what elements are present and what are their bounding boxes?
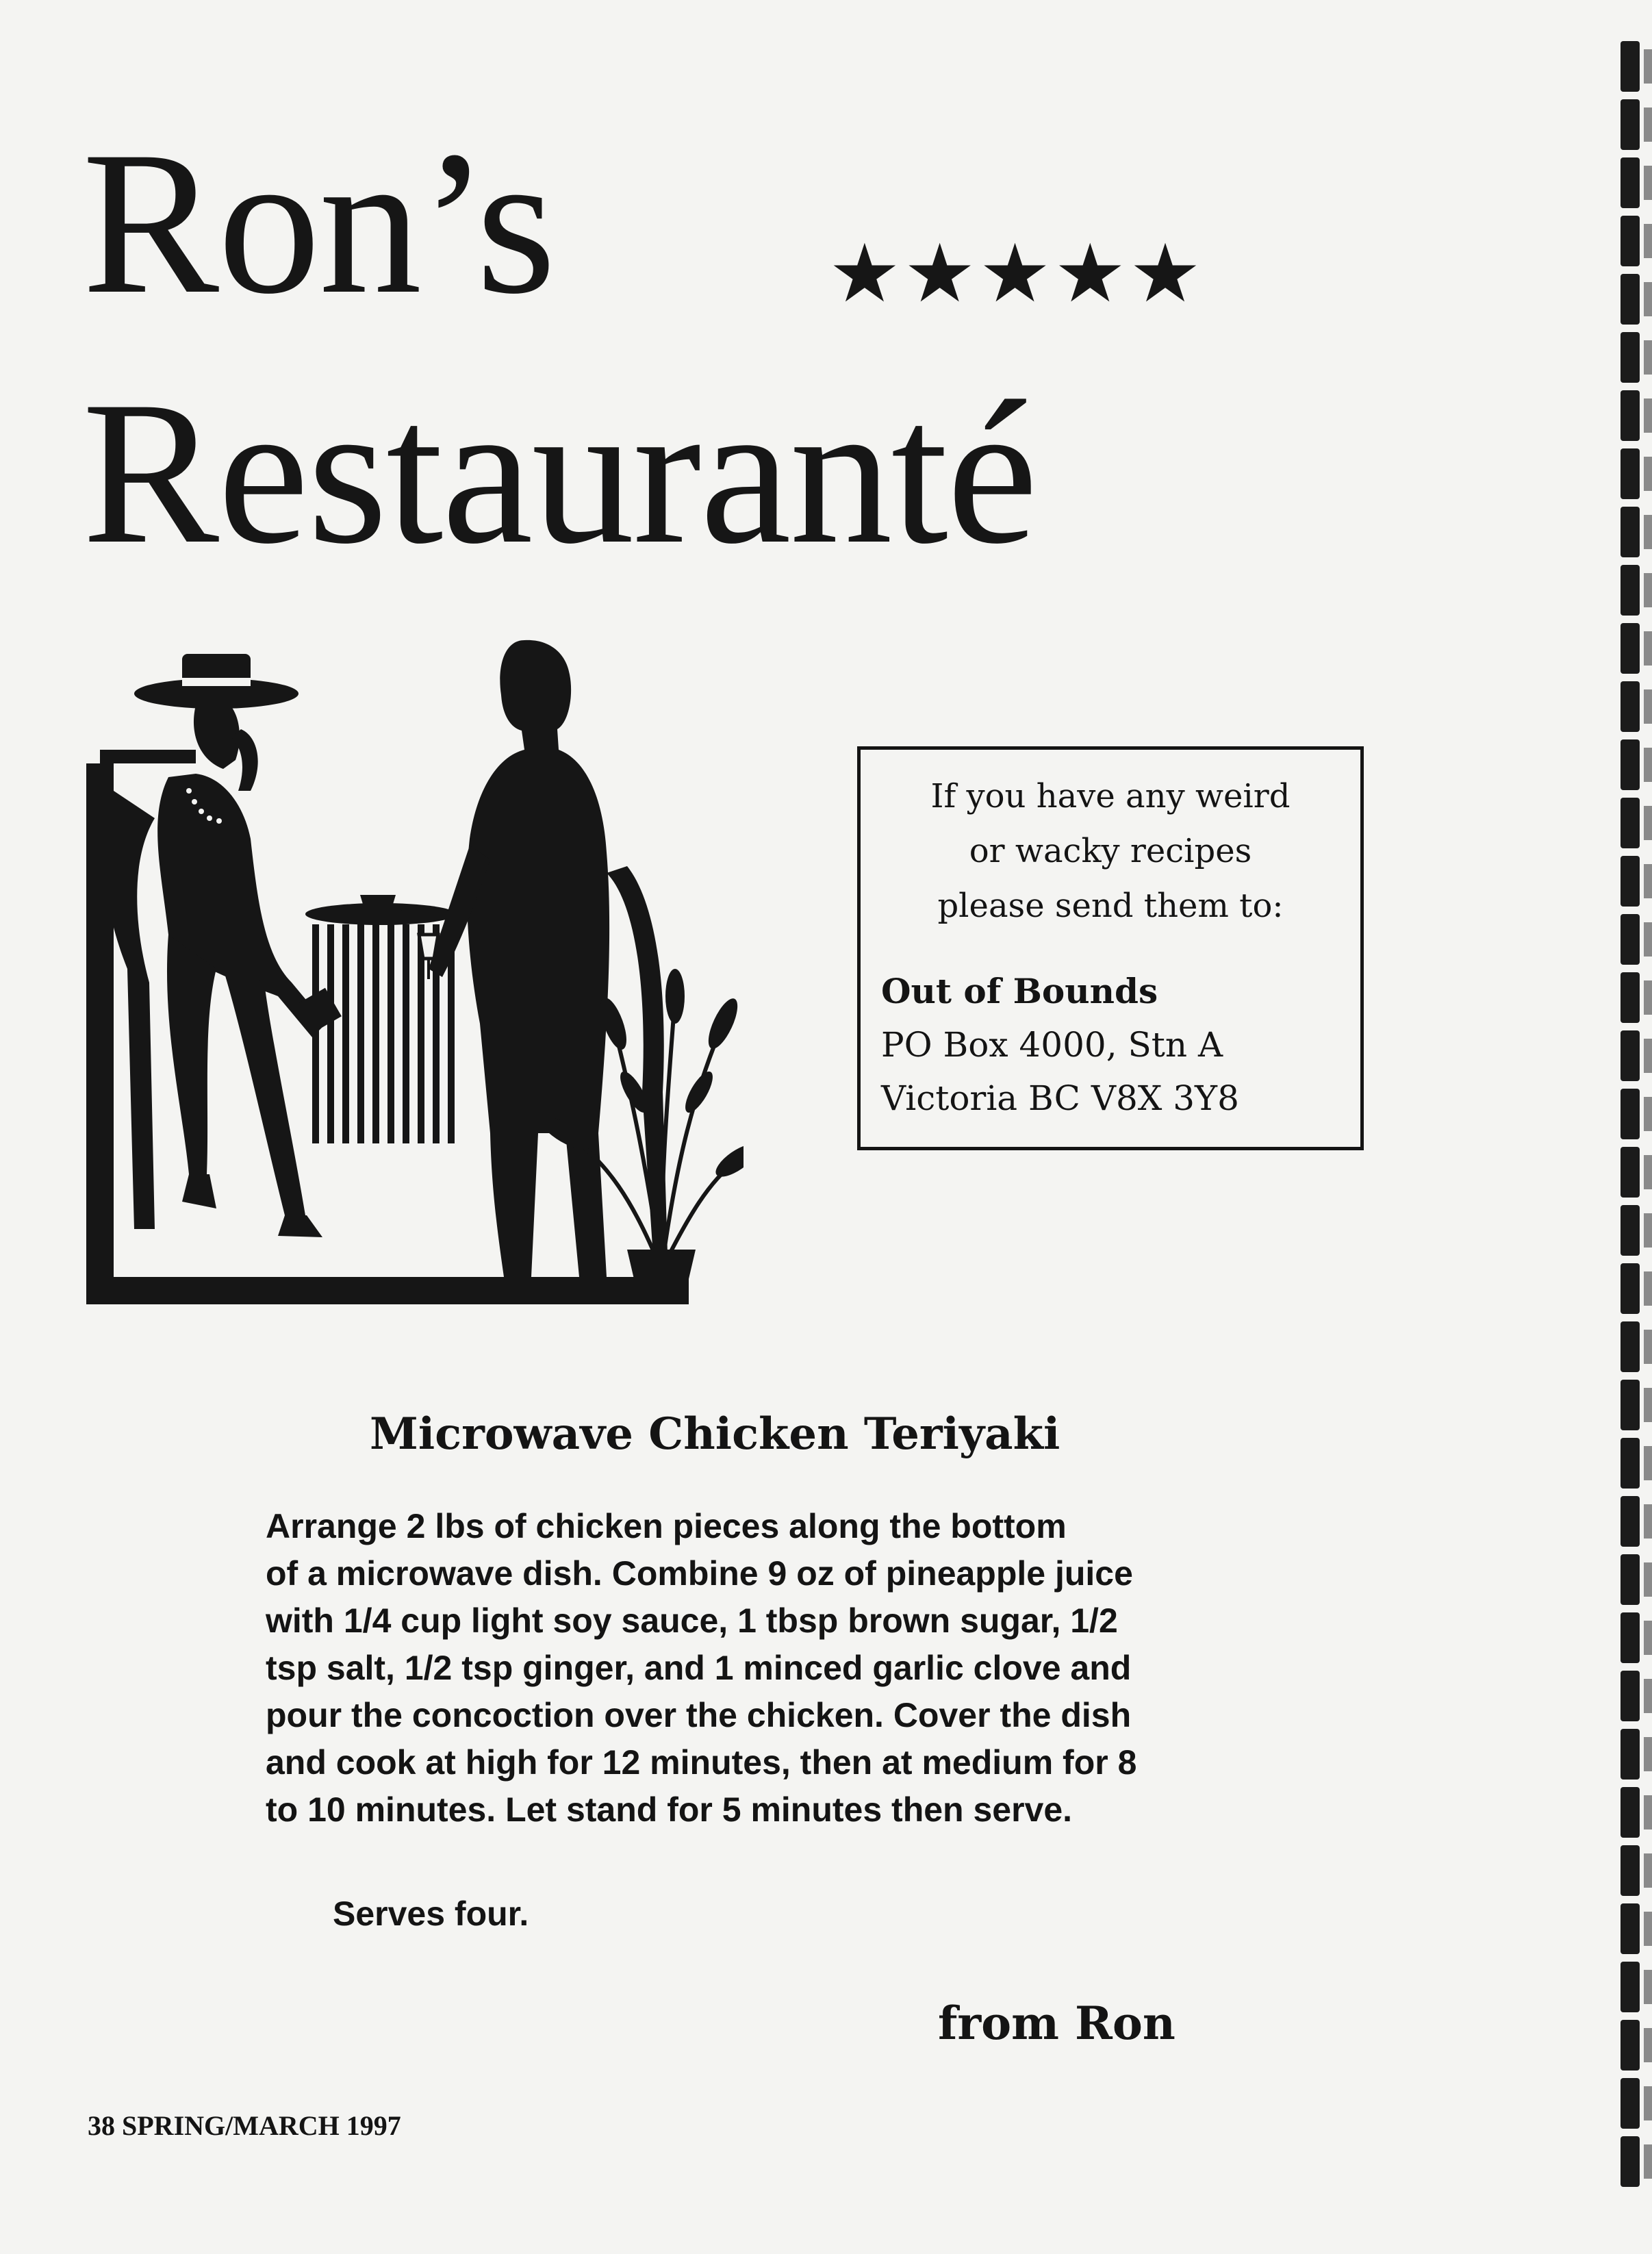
binding-coil: [1621, 1671, 1640, 1721]
binding-coil: [1621, 1496, 1640, 1547]
binding-hole: [1644, 166, 1652, 200]
recipe-signature: from Ron: [938, 1997, 1176, 2050]
page-footer: 38 SPRING/MARCH 1997: [88, 2110, 401, 2141]
binding-hole: [1644, 398, 1652, 433]
binding-hole: [1644, 1388, 1652, 1422]
binding-hole: [1644, 806, 1652, 840]
binding-hole: [1644, 980, 1652, 1015]
binding-coil: [1621, 1612, 1640, 1663]
binding-hole: [1644, 1039, 1652, 1073]
recipe-line: tsp salt, 1/2 tsp ginger, and 1 minced garlic clove and: [266, 1649, 1132, 1687]
binding-coil: [1621, 1845, 1640, 1896]
info-line-2: or wacky recipes: [969, 832, 1252, 870]
binding-coil: [1621, 798, 1640, 848]
binding-coil: [1621, 1321, 1640, 1372]
binding-hole: [1644, 922, 1652, 957]
binding-coil: [1621, 332, 1640, 383]
binding-hole: [1644, 2086, 1652, 2120]
recipe-line: with 1/4 cup light soy sauce, 1 tbsp brown sugar, 1/2: [266, 1601, 1118, 1640]
binding-hole: [1644, 864, 1652, 898]
binding-hole: [1644, 1504, 1652, 1538]
binding-coil: [1621, 507, 1640, 557]
binding-coil: [1621, 914, 1640, 965]
recipe-line: Arrange 2 lbs of chicken pieces along the bottom: [266, 1507, 1067, 1545]
binding-hole: [1644, 2028, 1652, 2062]
binding-hole: [1644, 1330, 1652, 1364]
recipe-line: and cook at high for 12 minutes, then at medium for 8: [266, 1743, 1137, 1782]
title-restaurante: Restauranté: [82, 359, 1037, 586]
title-rons: Ron’s: [82, 109, 555, 336]
binding-hole: [1644, 49, 1652, 84]
binding-coil: [1621, 2078, 1640, 2129]
restaurant-scene-illustration: [86, 613, 744, 1306]
binding-hole: [1644, 1562, 1652, 1597]
binding-coil: [1621, 739, 1640, 790]
binding-hole: [1644, 107, 1652, 142]
binding-hole: [1644, 1853, 1652, 1888]
address-street: PO Box 4000, Stn A: [881, 1025, 1223, 1065]
binding-coil: [1621, 856, 1640, 907]
binding-hole: [1644, 515, 1652, 549]
binding-hole: [1644, 689, 1652, 724]
binding-coil: [1621, 1263, 1640, 1314]
address-city: Victoria BC V8X 3Y8: [881, 1078, 1239, 1118]
binding-hole: [1644, 224, 1652, 258]
binding-coil: [1621, 99, 1640, 150]
binding-coil: [1621, 274, 1640, 325]
binding-coil: [1621, 1554, 1640, 1605]
binding-coil: [1621, 1903, 1640, 1954]
binding-hole: [1644, 340, 1652, 375]
recipe-line: to 10 minutes. Let stand for 5 minutes then serve.: [266, 1790, 1073, 1829]
binding-hole: [1644, 457, 1652, 491]
binding-coil: [1621, 2020, 1640, 2071]
binding-coil: [1621, 1380, 1640, 1430]
info-line-3: please send them to:: [937, 887, 1284, 925]
binding-coil: [1621, 623, 1640, 674]
binding-hole: [1644, 631, 1652, 666]
binding-hole: [1644, 1679, 1652, 1713]
address-name: Out of Bounds: [881, 971, 1158, 1011]
binding-coil: [1621, 2136, 1640, 2187]
binding-hole: [1644, 1737, 1652, 1771]
binding-coil: [1621, 448, 1640, 499]
binding-coil: [1621, 681, 1640, 732]
binding-hole: [1644, 1970, 1652, 2004]
recipe-line: pour the concoction over the chicken. Cover the dish: [266, 1696, 1132, 1734]
recipe-body: [266, 1503, 1306, 1834]
binding-coil: [1621, 1729, 1640, 1780]
binding-hole: [1644, 1097, 1652, 1131]
binding-hole: [1644, 573, 1652, 607]
binding-hole: [1644, 1155, 1652, 1189]
recipe-title: Microwave Chicken Teriyaki: [370, 1408, 1060, 1460]
binding-coil: [1621, 1438, 1640, 1489]
rating-stars-icon: ★★★★★: [828, 226, 1204, 320]
spiral-binding-icon: [1604, 41, 1652, 2212]
info-line-1: If you have any weird: [930, 777, 1291, 815]
binding-coil: [1621, 216, 1640, 266]
binding-coil: [1621, 1030, 1640, 1081]
binding-coil: [1621, 157, 1640, 208]
binding-hole: [1644, 282, 1652, 316]
binding-hole: [1644, 1271, 1652, 1306]
binding-hole: [1644, 1621, 1652, 1655]
binding-coil: [1621, 565, 1640, 616]
binding-coil: [1621, 972, 1640, 1023]
binding-hole: [1644, 1213, 1652, 1248]
binding-hole: [1644, 748, 1652, 782]
binding-coil: [1621, 1147, 1640, 1198]
binding-coil: [1621, 390, 1640, 441]
binding-coil: [1621, 1787, 1640, 1838]
binding-coil: [1621, 41, 1640, 92]
binding-hole: [1644, 1446, 1652, 1480]
binding-hole: [1644, 1912, 1652, 1946]
binding-hole: [1644, 1795, 1652, 1829]
binding-coil: [1621, 1205, 1640, 1256]
recipe-serves: Serves four.: [333, 1895, 529, 1933]
binding-coil: [1621, 1089, 1640, 1139]
recipe-line: of a microwave dish. Combine 9 oz of pineapple juice: [266, 1554, 1133, 1593]
binding-hole: [1644, 2144, 1652, 2179]
submission-info-box: [857, 746, 1364, 1150]
binding-coil: [1621, 1962, 1640, 2012]
